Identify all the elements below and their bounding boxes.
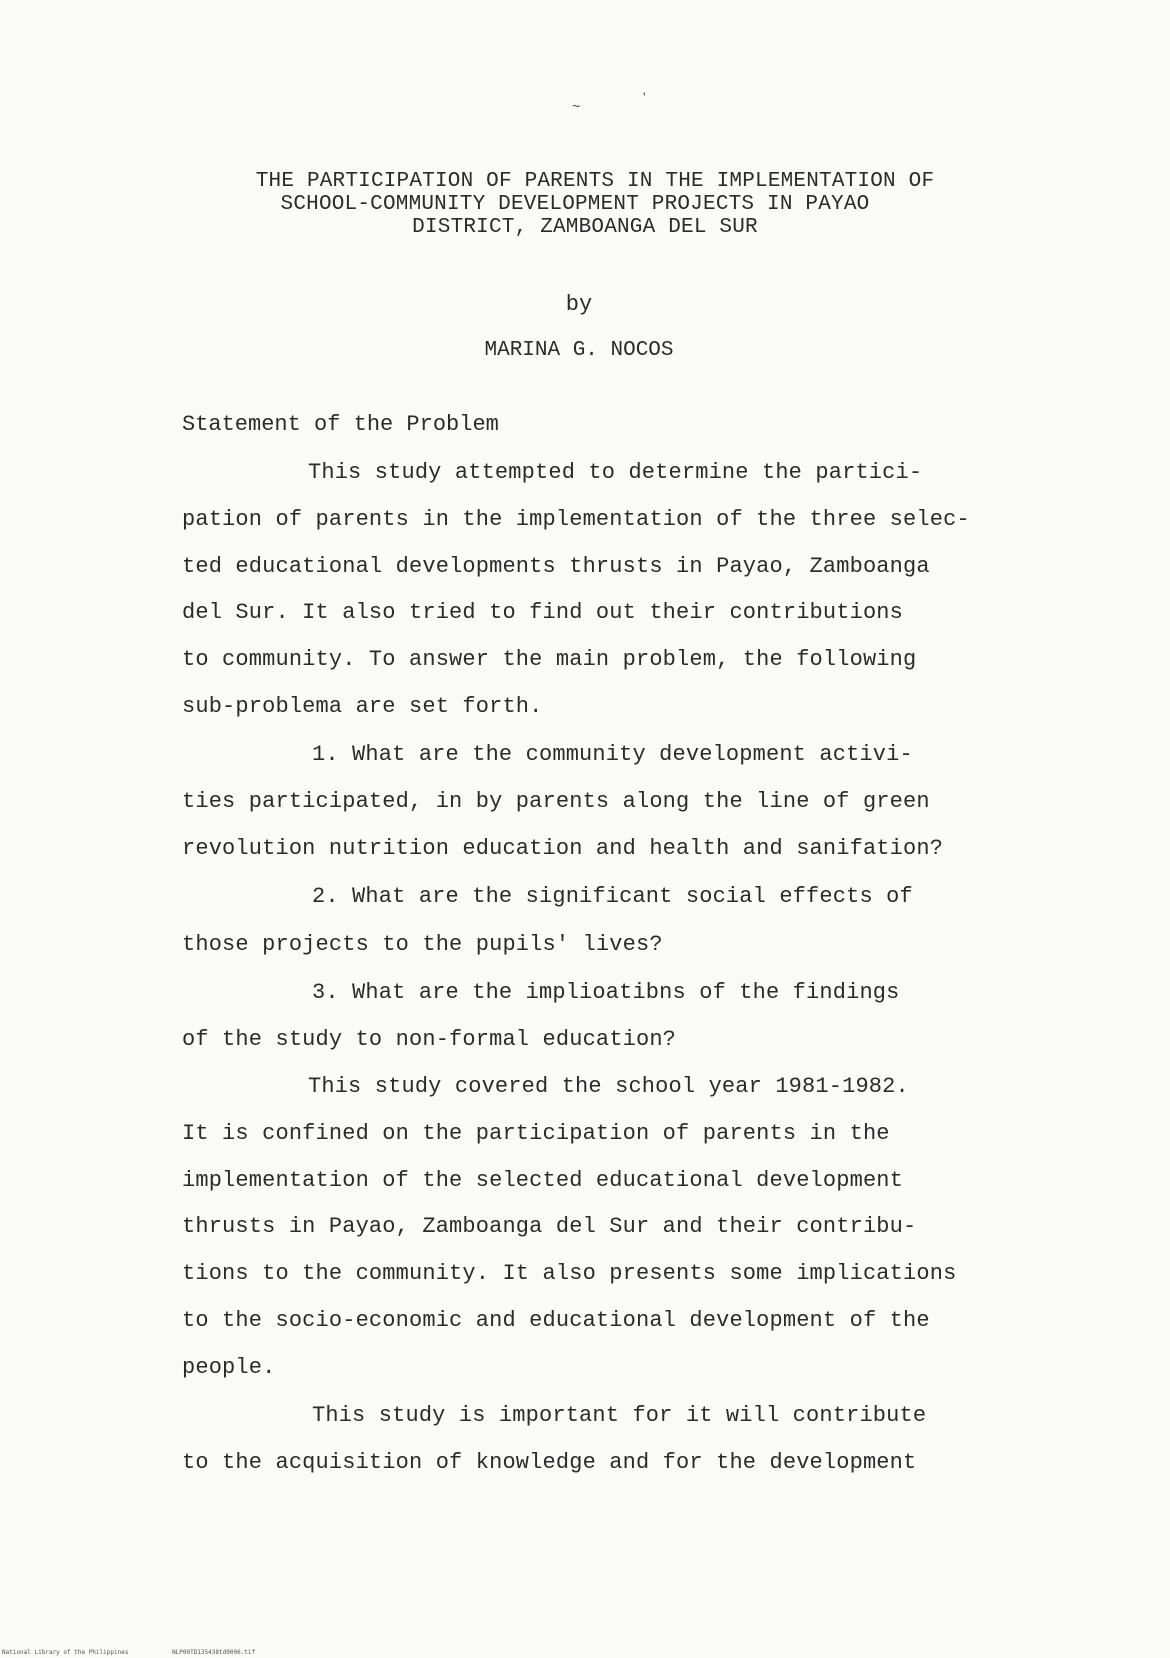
body-line: to the acquisition of knowledge and for the development [182,1450,917,1475]
body-line: to the socio-economic and educational development of the [182,1308,930,1333]
author-name [0,339,1170,362]
body-line: This study attempted to determine the partici- [308,460,923,485]
body-line: people. [182,1355,276,1380]
scan-footer [2,1649,295,1656]
body-line: It is confined on the participation of parents in the [182,1121,890,1146]
scan-speck: ʼ [640,92,649,108]
byline [0,292,1170,317]
body-line: implementation of the selected educational development [182,1168,904,1193]
title-line-2: SCHOOL-COMMUNITY DEVELOPMENT PROJECTS IN PAYAO [280,193,870,216]
footer-filename: NLP00TD135438td0006.tif [172,1649,256,1656]
by-label: by [565,292,593,317]
body-line: tions to the community. It also presents some implications [182,1261,957,1286]
title-line-1: THE PARTICIPATION OF PARENTS IN THE IMPLEMENTATION OF [255,170,935,193]
title-line-3: DISTRICT, ZAMBOANGA DEL SUR [412,216,758,239]
document-title [0,170,1170,239]
body-line: of the study to non-formal education? [182,1027,677,1052]
sub-problem-1: 1. What are the community development activi- [312,742,913,767]
sub-problem-3: 3. What are the implioatibns of the findings [312,980,900,1005]
body-line: ted educational developments thrusts in Payao, Zamboanga [182,554,930,579]
section-heading: Statement of the Problem [182,412,499,437]
sub-problem-2: 2. What are the significant social effects of [312,884,913,909]
author-label: MARINA G. NOCOS [484,339,674,362]
body-line: pation of parents in the implementation of the three selec- [182,507,970,532]
body-line: to community. To answer the main problem, the following [182,647,917,672]
body-line: revolution nutrition education and health and sanifation? [182,836,944,861]
footer-library: National Library of the Philippines [2,1649,129,1656]
body-line: This study is important for it will contribute [312,1403,927,1428]
body-line: ties participated, in by parents along the line of green [182,789,930,814]
body-line: This study covered the school year 1981-1982. [308,1074,909,1099]
body-line: del Sur. It also tried to find out their contributions [182,600,904,625]
body-line: those projects to the pupils' lives? [182,932,663,957]
scan-speck: ~ [572,100,581,116]
body-line: thrusts in Payao, Zamboanga del Sur and their contribu- [182,1214,917,1239]
body-line: sub-problema are set forth. [182,694,543,719]
